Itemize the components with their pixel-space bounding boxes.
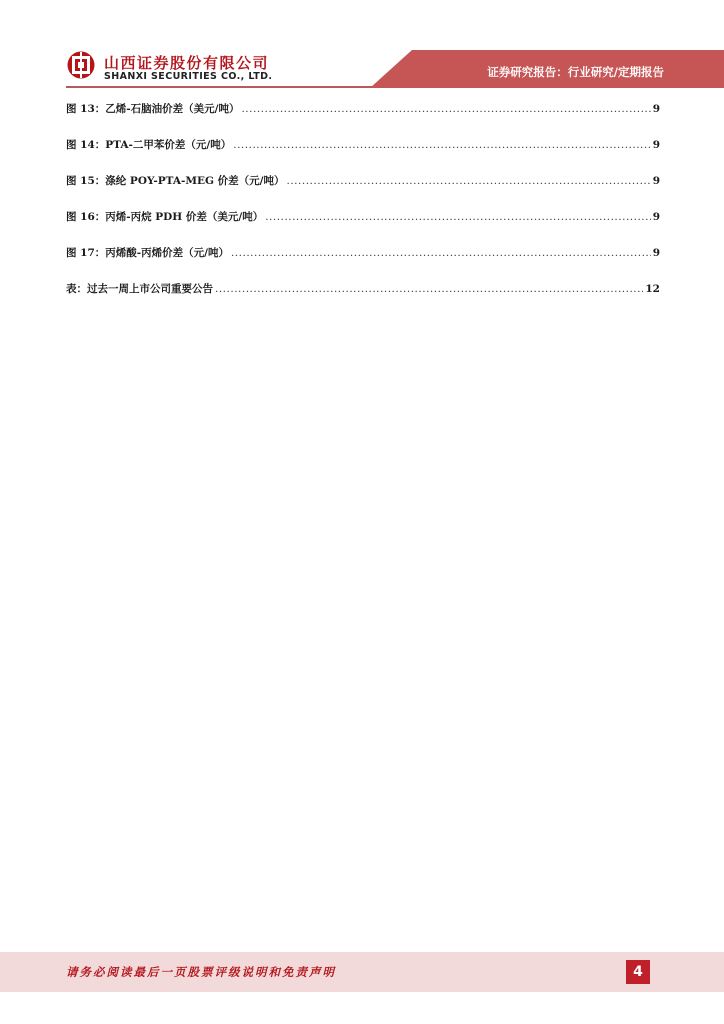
toc-entry-label: 图 14：PTA-二甲苯价差（元/吨）: [66, 139, 232, 151]
toc-dot-leader: [215, 282, 643, 296]
toc-entry-page: 9: [652, 103, 660, 115]
toc-entry[interactable]: [66, 210, 660, 246]
toc-entry-label: 图 15：涤纶 POY-PTA-MEG 价差（元/吨）: [66, 175, 285, 187]
toc-entry[interactable]: [66, 246, 660, 282]
toc-entry-page: 9: [652, 175, 660, 187]
toc-entry[interactable]: [66, 102, 660, 138]
toc-entry-label: 表：过去一周上市公司重要公告: [66, 283, 213, 295]
toc-dot-leader: [265, 210, 650, 224]
report-type-label: 证券研究报告：行业研究/定期报告: [487, 65, 664, 79]
toc-entry[interactable]: [66, 174, 660, 210]
table-of-contents: [66, 102, 660, 318]
company-name-en: SHANXI SECURITIES CO., LTD.: [104, 71, 273, 82]
page-header: [0, 0, 724, 100]
page-number: 4: [626, 960, 650, 984]
toc-entry-label: 图 16：丙烯-丙烷 PDH 价差（美元/吨）: [66, 211, 264, 223]
toc-entry-page: 9: [652, 211, 660, 223]
toc-entry-page: 12: [645, 283, 660, 295]
toc-entry[interactable]: [66, 282, 660, 318]
toc-dot-leader: [241, 102, 650, 116]
disclaimer-text: 请务必阅读最后一页股票评级说明和免责声明: [66, 965, 336, 979]
toc-entry-label: 图 17：丙烯酸-丙烯价差（元/吨）: [66, 247, 229, 259]
company-name-cn: 山西证券股份有限公司: [104, 54, 270, 72]
toc-entry-page: 9: [652, 247, 660, 259]
toc-entry-page: 9: [652, 139, 660, 151]
company-logo-icon: [66, 50, 96, 80]
toc-dot-leader: [233, 138, 650, 152]
toc-dot-leader: [287, 174, 651, 188]
page-footer: [0, 952, 724, 992]
toc-dot-leader: [231, 246, 651, 260]
toc-entry-label: 图 13：乙烯-石脑油价差（美元/吨）: [66, 103, 240, 115]
toc-entry[interactable]: [66, 138, 660, 174]
